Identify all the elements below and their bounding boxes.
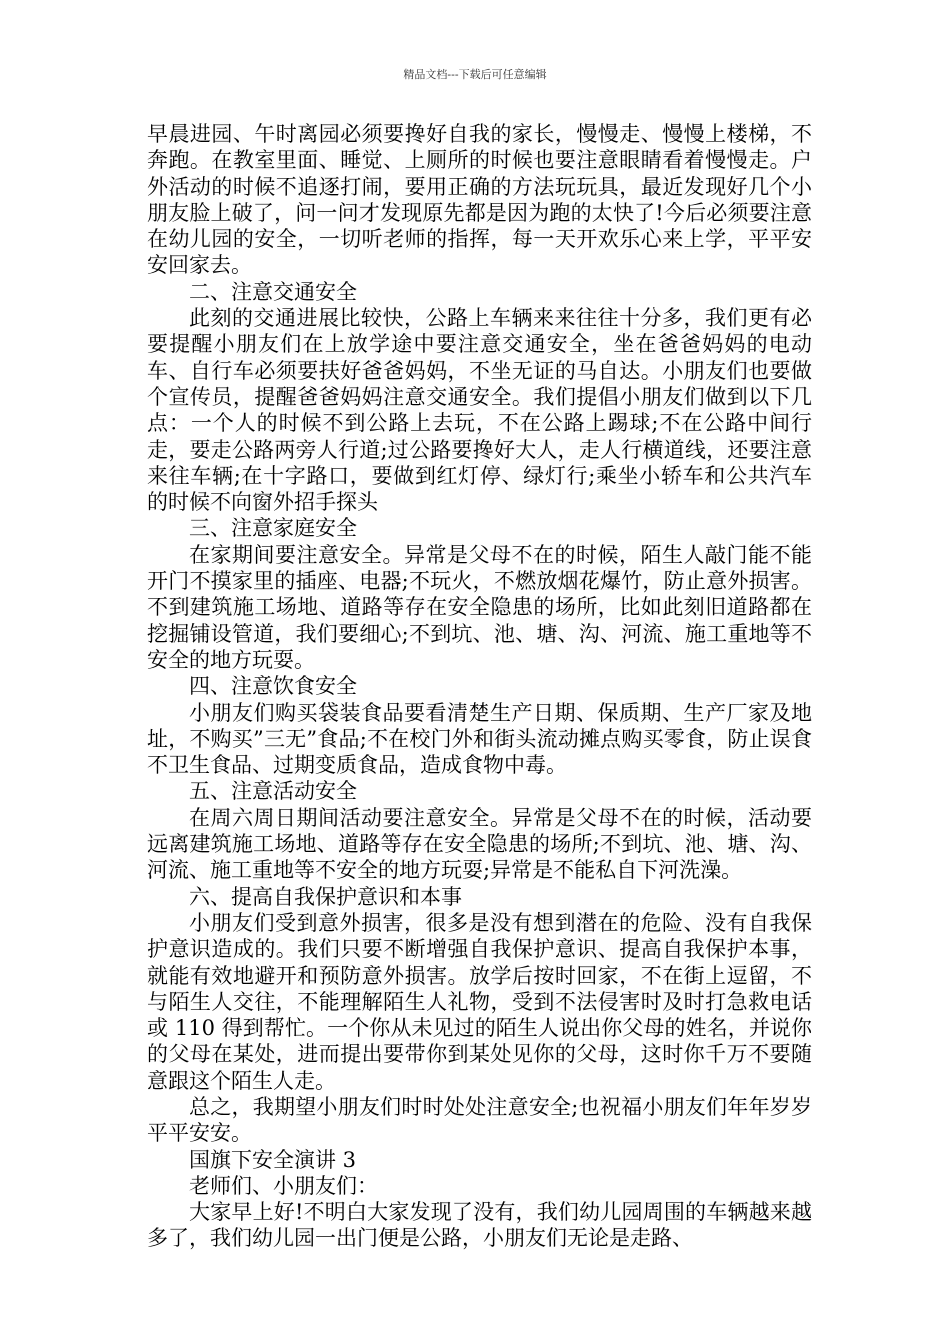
paragraph: 小朋友们购买袋装食品要看清楚生产日期、保质期、生产厂家及地址，不购买”三无”食品;不在校门外和街头流动摊点购买零食，防止误食不卫生食品、过期变质食品，造成食物中毒。 — [147, 700, 812, 778]
paragraph: 三、注意家庭安全 — [189, 516, 357, 541]
paragraph: 老师们、小朋友们： — [189, 1173, 378, 1198]
page-header: 精品文档---下载后可任意编辑 — [403, 68, 547, 81]
paragraph: 小朋友们受到意外损害，很多是没有想到潜在的危险、没有自我保护意识造成的。我们只要不断增强自我保护意识、提高自我保护本事，就能有效地避开和预防意外损害。放学后按时回家，不在街上逗留，不与陌生人交往，不能理解陌生人礼物，受到不法侵害时及时打急救电话或 110 得到帮忙。一个你从未见过的陌生人说出你父母的姓名，并说你的父母在某处，进而提出要带你到某处见你的父母，这时你千万不要随意跟这个陌生人走。 — [147, 910, 812, 1093]
paragraph: 在周六周日期间活动要注意安全。异常是父母不在的时候，活动要远离建筑施工场地、道路等存在安全隐患的场所;不到坑、池、塘、沟、河流、施工重地等不安全的地方玩耍;异常是不能私自下河洗澡。 — [147, 805, 812, 883]
paragraph: 六、提高自我保护意识和本事 — [189, 884, 462, 909]
paragraph: 在家期间要注意安全。异常是父母不在的时候，陌生人敲门能不能开门不摸家里的插座、电器;不玩火，不燃放烟花爆竹，防止意外损害。不到建筑施工场地、道路等存在安全隐患的场所，比如此刻旧道路都在挖掘铺设管道，我们要细心;不到坑、池、塘、沟、河流、施工重地等不安全的地方玩耍。 — [147, 542, 812, 672]
paragraph: 五、注意活动安全 — [189, 779, 357, 804]
paragraph: 总之，我期望小朋友们时时处处注意安全;也祝福小朋友们年年岁岁平平安安。 — [147, 1094, 812, 1146]
paragraph: 四、注意饮食安全 — [189, 674, 357, 699]
paragraph: 早晨进园、午时离园必须要搀好自我的家长，慢慢走、慢慢上楼梯，不奔跑。在教室里面、睡觉、上厕所的时候也要注意眼睛看着慢慢走。户外活动的时候不追逐打闹，要用正确的方法玩玩具，最近发现好几个小朋友脸上破了，问一问才发现原先都是因为跑的太快了!今后必须要注意在幼儿园的安全，一切听老师的指挥，每一天开欢乐心来上学，平平安安回家去。 — [147, 122, 812, 278]
document-body — [147, 121, 812, 1252]
paragraph: 此刻的交通进展比较快，公路上车辆来来往往十分多，我们更有必要提醒小朋友们在上放学途中要注意交通安全，坐在爸爸妈妈的电动车、自行车必须要扶好爸爸妈妈，不坐无证的马自达。小朋友们也要做个宣传员，提醒爸爸妈妈注意交通安全。我们提倡小朋友们做到以下几点：一个人的时候不到公路上去玩，不在公路上踢球;不在公路中间行走，要走公路两旁人行道;过公路要搀好大人，走人行横道线，还要注意来往车辆;在十字路口，要做到红灯停、绿灯行;乘坐小轿车和公共汽车的时候不向窗外招手探头 — [147, 306, 812, 515]
paragraph: 二、注意交通安全 — [189, 279, 357, 304]
paragraph: 国旗下安全演讲 3 — [189, 1147, 357, 1172]
paragraph: 大家早上好!不明白大家发现了没有，我们幼儿园周围的车辆越来越多了，我们幼儿园一出门便是公路，小朋友们无论是走路、 — [147, 1200, 812, 1251]
